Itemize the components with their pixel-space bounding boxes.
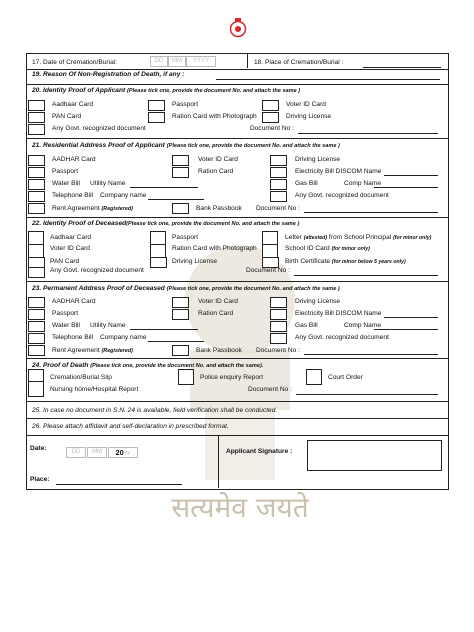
s21-water-checkbox[interactable]	[28, 179, 45, 190]
s22-title: 22. Identity Proof of Deceased(Please tick one, provide the document No. and attach the same )	[32, 220, 300, 227]
s23-voter-checkbox[interactable]	[172, 297, 189, 308]
s20-ration: Ration Card with Photograph	[172, 113, 257, 120]
s23-passport-checkbox[interactable]	[28, 309, 45, 320]
s21-utility: Utility Name	[90, 180, 126, 187]
s24-court-checkbox[interactable]	[306, 369, 322, 385]
s23-ration: Ration Card	[198, 310, 234, 317]
r18-label: 18. Place of Cremation/Burial :	[254, 59, 344, 66]
r25-text: 25. In case no document in S.N. 24 is available, field verification shall be conducted.	[32, 407, 278, 414]
s20-voter: Voter ID Card	[286, 101, 326, 108]
s23-gas: Gas Bill	[295, 322, 318, 329]
s22-driving-checkbox[interactable]	[150, 257, 167, 268]
signature-box[interactable]	[307, 440, 442, 471]
s23-bank: Bank Passbook	[196, 347, 242, 354]
s21-driving: Driving License	[295, 156, 341, 163]
s21-voter: Voter ID Card	[198, 156, 238, 163]
s20-driving: Driving License	[286, 113, 332, 120]
s20-pan-checkbox[interactable]	[28, 112, 45, 123]
s21-comp-input[interactable]	[374, 187, 438, 188]
s21-bank: Bank Passbook	[196, 205, 242, 212]
r19-label: 19. Reason Of Non-Registration of Death, if any :	[32, 71, 185, 78]
r17-dd-field[interactable]: DD	[150, 56, 168, 67]
s23-driving: Driving License	[295, 298, 341, 305]
s21-discom-input[interactable]	[384, 175, 438, 176]
s21-voter-checkbox[interactable]	[172, 155, 189, 166]
s21-gas-checkbox[interactable]	[270, 179, 287, 190]
s21-electricity-checkbox[interactable]	[270, 167, 287, 178]
footer-yy-field[interactable]: 20YY	[108, 447, 138, 458]
s23-aadhar: AADHAR Card	[52, 298, 96, 305]
s21-company: Company name	[100, 192, 147, 199]
s23-electricity-checkbox[interactable]	[270, 309, 287, 320]
s23-rent: Rent Agreement (Registered)	[52, 347, 133, 354]
s23-company: Company name	[100, 334, 147, 341]
s21-aadhar-checkbox[interactable]	[28, 155, 45, 166]
s20-aadhaar-checkbox[interactable]	[28, 100, 45, 111]
s20-title: 20. Identity Proof of Applicant (Please tick one, provide the document No. and attach the same )	[32, 87, 301, 94]
s23-driving-checkbox[interactable]	[270, 297, 287, 308]
s21-aadhar: AADHAR Card	[52, 156, 96, 163]
s24-docno-label: Document No :	[248, 386, 292, 393]
s21-water: Water Bill	[52, 180, 80, 187]
s21-ration: Ration Card	[198, 168, 234, 175]
s22-ration: Ration Card with Photograph	[172, 245, 257, 252]
s23-bank-checkbox[interactable]	[172, 345, 189, 356]
footer-divider	[218, 436, 219, 488]
s23-title: 23. Permanent Address Proof of Deceased (Please tick one, provide the document No. and attach the same )	[32, 285, 340, 292]
s22-voter: Voter ID Card	[50, 245, 90, 252]
s22-pan: PAN Card	[50, 258, 80, 265]
footer-place-label: Place:	[30, 476, 50, 483]
s20-voter-checkbox[interactable]	[262, 100, 279, 111]
s23-water: Water Bill	[52, 322, 80, 329]
s21-docno-label: Document No :	[256, 205, 300, 212]
s23-gas-checkbox[interactable]	[270, 321, 287, 332]
s23-rent-checkbox[interactable]	[28, 345, 45, 356]
s21-govt: Any Govt. recognized document	[295, 192, 389, 199]
s20-govt-checkbox[interactable]	[28, 124, 45, 135]
s22-birth: Birth Certificate (for minor below 5 years only)	[285, 258, 406, 265]
motto-text: सत्यमेव जयते	[171, 491, 309, 524]
s22-govt-checkbox[interactable]	[28, 267, 45, 278]
s23-ration-checkbox[interactable]	[172, 309, 189, 320]
r17-mm-field[interactable]: MM	[168, 56, 186, 67]
s21-docno-input[interactable]	[304, 212, 438, 213]
s23-govt-checkbox[interactable]	[270, 333, 287, 344]
s21-gas: Gas Bill	[295, 180, 318, 187]
r18-input[interactable]	[363, 67, 441, 68]
s24-nursing-checkbox[interactable]	[28, 381, 44, 397]
s20-ration-checkbox[interactable]	[148, 112, 165, 123]
s20-docno-label: Document No :	[250, 125, 294, 132]
s23-comp: Comp Name	[344, 322, 382, 329]
s21-telephone: Telephone Bill	[52, 192, 94, 199]
s21-rent: Rent Agreement (Registered)	[52, 205, 133, 212]
r17-yyyy-field[interactable]: YYYY	[186, 56, 216, 67]
s21-telephone-checkbox[interactable]	[28, 191, 45, 202]
s24-slip: Cremation/Burial Slip	[50, 374, 112, 381]
s22-passport: Passport	[172, 234, 199, 241]
s21-electricity: Electricity Bill DISCOM Name	[295, 168, 382, 175]
s23-company-input[interactable]	[148, 341, 204, 342]
s20-driving-checkbox[interactable]	[262, 112, 279, 123]
s23-docno-input[interactable]	[304, 354, 438, 355]
s23-comp-input[interactable]	[374, 329, 438, 330]
s23-electricity: Electricity Bill DISCOM Name	[295, 310, 382, 317]
s21-bank-checkbox[interactable]	[172, 203, 189, 214]
s23-aadhar-checkbox[interactable]	[28, 297, 45, 308]
footer-mm-field[interactable]: MM	[87, 447, 107, 458]
footer-signature-label: Applicant Signature :	[226, 448, 293, 455]
s23-passport: Passport	[52, 310, 79, 317]
s22-driving: Driving License	[172, 258, 218, 265]
s21-passport: Passport	[52, 168, 79, 175]
s22-docno-input[interactable]	[294, 275, 438, 276]
s24-police: Police enquiry Report	[200, 374, 264, 381]
s23-water-checkbox[interactable]	[28, 321, 45, 332]
s23-discom-input[interactable]	[384, 317, 438, 318]
s23-voter: Voter ID Card	[198, 298, 238, 305]
s23-docno-label: Document No :	[256, 347, 300, 354]
s23-govt: Any Govt. recognized document	[295, 334, 389, 341]
footer-dd-field[interactable]: DD	[66, 447, 86, 458]
s23-telephone: Telephone Bill	[52, 334, 94, 341]
s21-driving-checkbox[interactable]	[270, 155, 287, 166]
s21-passport-checkbox[interactable]	[28, 167, 45, 178]
s20-passport-checkbox[interactable]	[148, 100, 165, 111]
s21-utility-input[interactable]	[130, 187, 198, 188]
s21-company-input[interactable]	[148, 199, 204, 200]
s21-ration-checkbox[interactable]	[172, 167, 189, 178]
s21-rent-checkbox[interactable]	[28, 203, 45, 214]
s24-docno-input[interactable]	[296, 394, 438, 395]
police-emblem-icon	[229, 18, 247, 38]
footer-place-input[interactable]	[56, 484, 182, 485]
s24-court: Court Order	[328, 374, 363, 381]
s22-letter: Letter (attested) from School Principal (for minor only)	[285, 234, 432, 241]
s21-comp: Comp Name	[344, 180, 382, 187]
s22-govt: Any Govt. recognized document	[50, 267, 144, 274]
s23-utility-input[interactable]	[130, 329, 198, 330]
s20-pan: PAN Card	[52, 113, 82, 120]
s22-aadhaar: Aadhaar Card	[50, 234, 92, 241]
s24-title: 24. Proof of Death (Please tick one, provide the document No. and attach the same).	[32, 362, 264, 369]
s23-telephone-checkbox[interactable]	[28, 333, 45, 344]
s20-aadhaar: Aadhaar Card	[52, 101, 94, 108]
s21-title: 21. Residential Address Proof of Applicant (Please tick one, provide the document No. and attach the same )	[32, 142, 340, 149]
s22-school: School ID Card (for minor only)	[285, 245, 370, 252]
s23-utility: Utility Name	[90, 322, 126, 329]
s20-govt: Any Govt. recognized document	[52, 125, 146, 132]
s24-police-checkbox[interactable]	[178, 369, 194, 385]
s20-passport: Passport	[172, 101, 199, 108]
r17-label: 17. Date of Cremation/Burial:	[32, 59, 118, 66]
s21-govt-checkbox[interactable]	[270, 191, 287, 202]
r19-input[interactable]	[216, 79, 440, 80]
r17-divider	[247, 53, 248, 68]
s20-docno-input[interactable]	[298, 133, 438, 134]
footer-date-label: Date:	[30, 445, 47, 452]
s22-docno-label: Document No :	[246, 267, 290, 274]
r26-text: 26. Please attach affidavit and self-declaration in prescribed format.	[32, 423, 229, 430]
s24-nursing: Nursing home/Hospital Report	[50, 386, 139, 393]
